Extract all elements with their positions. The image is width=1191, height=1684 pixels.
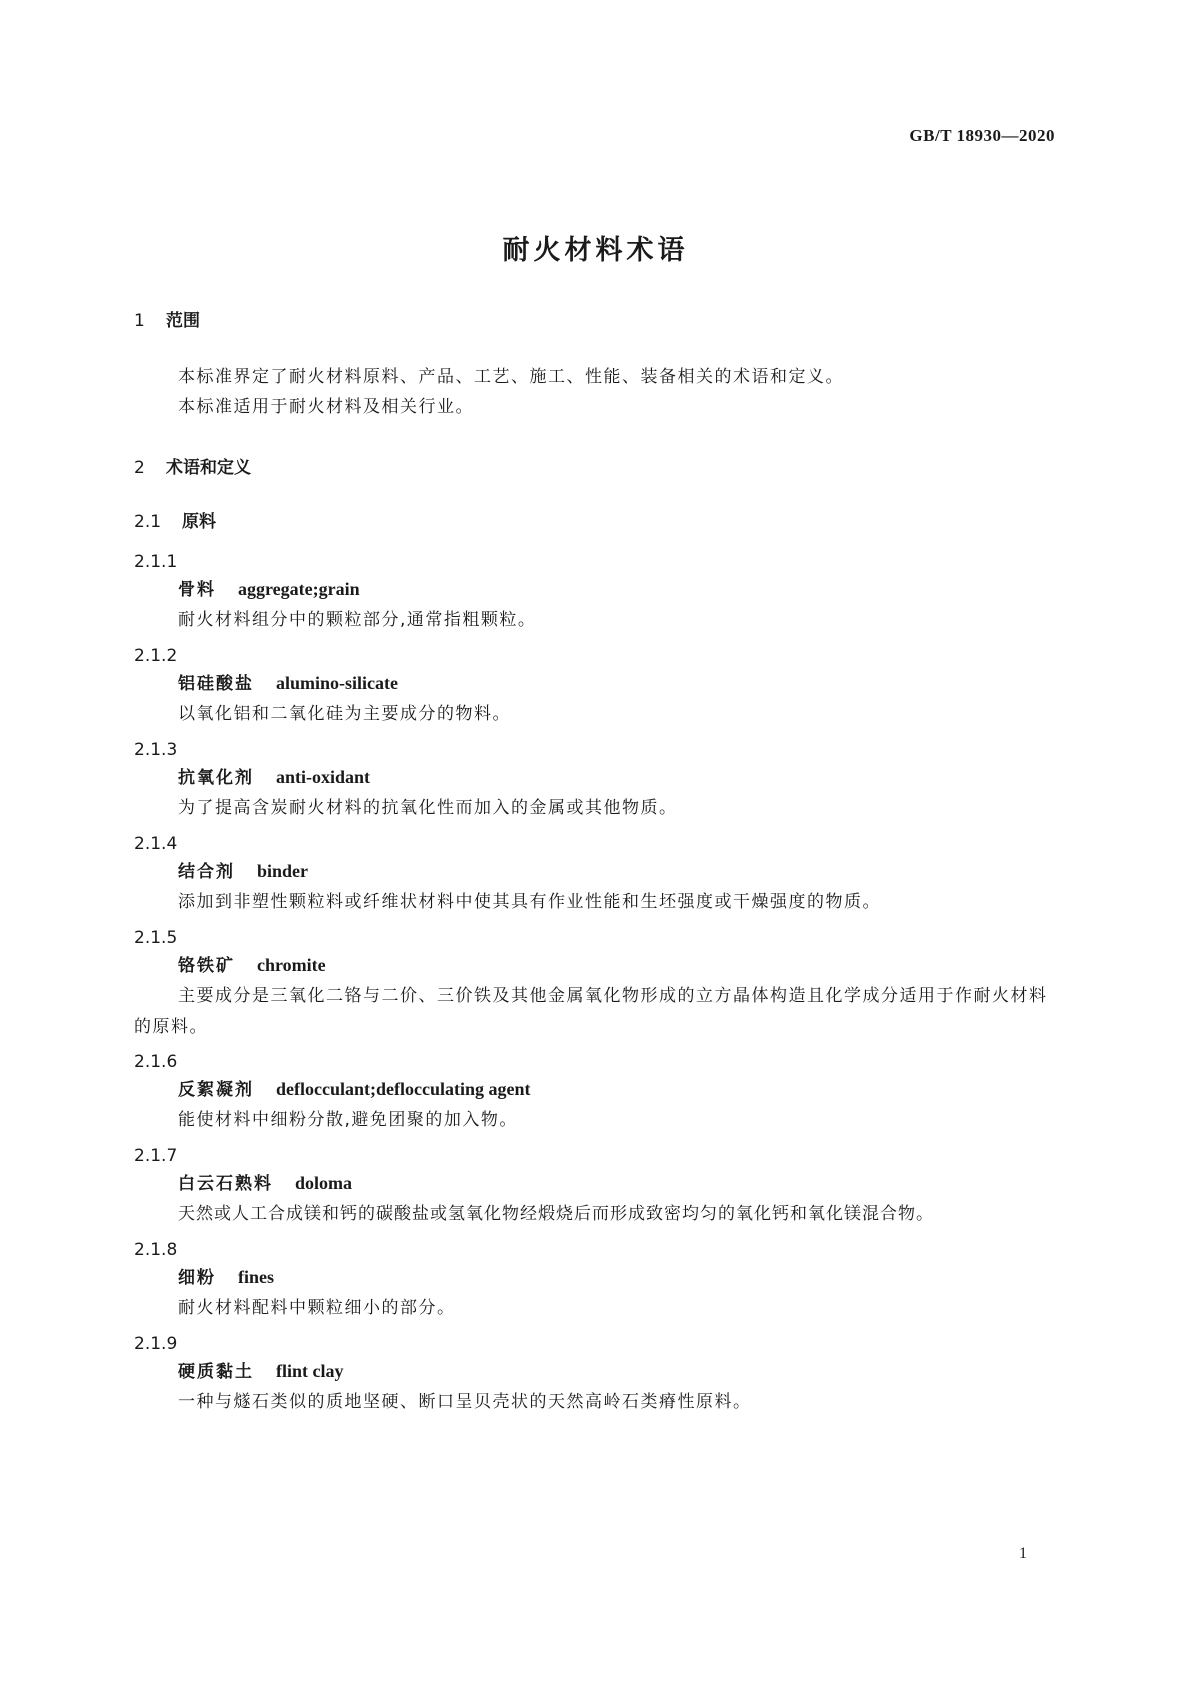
term-chinese: 铬铁矿 (178, 956, 235, 976)
term-english: fines (238, 1267, 274, 1287)
term-english: aggregate;grain (238, 579, 360, 599)
term-definition: 添加到非塑性颗粒料或纤维状材料中使其具有作业性能和生坯强度或干燥强度的物质。 (178, 892, 881, 912)
term-definition: 以氧化铝和二氧化硅为主要成分的物料。 (178, 704, 511, 724)
term-heading (134, 762, 1054, 793)
term-heading (134, 1356, 1054, 1387)
term-chinese: 硬质黏土 (178, 1362, 254, 1382)
term-chinese: 细粉 (178, 1268, 216, 1288)
term-chinese: 反絮凝剂 (178, 1080, 254, 1100)
term-english: doloma (295, 1173, 353, 1193)
term-entry (134, 832, 1054, 926)
term-chinese: 铝硅酸盐 (178, 674, 254, 694)
term-number: 2.1.1 (134, 552, 178, 572)
term-english: alumino-silicate (276, 673, 398, 693)
term-heading (134, 668, 1054, 699)
term-entry (134, 1332, 1054, 1426)
standard-code: GB/T 18930—2020 (909, 126, 1055, 145)
term-definition: 一种与燧石类似的质地坚硬、断口呈贝壳状的天然高岭石类瘠性原料。 (178, 1392, 752, 1412)
term-chinese: 抗氧化剂 (178, 768, 254, 788)
term-heading (134, 1074, 1054, 1105)
term-english: flint clay (276, 1361, 344, 1381)
term-entry (134, 1050, 1054, 1144)
term-entry (134, 550, 1054, 644)
subsection-title: 原料 (182, 512, 216, 532)
term-number: 2.1.4 (134, 834, 178, 854)
term-number: 2.1.7 (134, 1146, 178, 1166)
term-number: 2.1.3 (134, 740, 178, 760)
term-english: anti-oxidant (276, 767, 371, 787)
section-1-heading (134, 306, 1054, 331)
term-english: binder (257, 861, 309, 881)
term-entry (134, 1238, 1054, 1332)
term-number: 2.1.2 (134, 646, 178, 666)
term-definition: 主要成分是三氧化二铬与二价、三价铁及其他金属氧化物形成的立方晶体构造且化学成分适用于作耐火材料的原料。 (134, 986, 1048, 1037)
term-number: 2.1.8 (134, 1240, 178, 1260)
subsection-2-1 (134, 507, 1054, 532)
term-entry (134, 644, 1054, 738)
section-title: 术语和定义 (166, 458, 251, 478)
term-number: 2.1.9 (134, 1334, 178, 1354)
term-chinese: 白云石熟料 (178, 1174, 273, 1194)
section-title: 范围 (166, 311, 200, 331)
term-entry (134, 738, 1054, 832)
term-english: deflocculant;deflocculating agent (276, 1079, 531, 1099)
section-2-heading (134, 453, 1054, 478)
page-number: 1 (1019, 1545, 1027, 1562)
term-list (134, 550, 1054, 1426)
paragraph: 本标准界定了耐火材料原料、产品、工艺、施工、性能、装备相关的术语和定义。 (178, 367, 844, 387)
section-1 (134, 306, 1054, 331)
section-1-body (134, 362, 1054, 422)
term-heading (134, 1168, 1054, 1199)
term-entry (134, 1144, 1054, 1238)
term-english: chromite (257, 955, 326, 975)
term-definition: 耐火材料组分中的颗粒部分,通常指粗颗粒。 (178, 610, 537, 630)
section-number: 2 (134, 458, 145, 478)
term-definition: 能使材料中细粉分散,避免团聚的加入物。 (178, 1110, 518, 1130)
term-heading (134, 950, 1054, 981)
term-heading (134, 1262, 1054, 1293)
subsection-heading (134, 507, 1054, 532)
subsection-number: 2.1 (134, 512, 162, 532)
paragraph: 本标准适用于耐火材料及相关行业。 (178, 397, 474, 417)
term-entry (134, 926, 1054, 1050)
term-number: 2.1.6 (134, 1052, 178, 1072)
section-2 (134, 453, 1054, 478)
term-definition: 天然或人工合成镁和钙的碳酸盐或氢氧化物经煅烧后而形成致密均匀的氧化钙和氧化镁混合物。 (178, 1204, 934, 1224)
term-definition: 为了提高含炭耐火材料的抗氧化性而加入的金属或其他物质。 (178, 798, 678, 818)
section-number: 1 (134, 311, 145, 331)
term-heading (134, 574, 1054, 605)
term-chinese: 结合剂 (178, 862, 235, 882)
term-heading (134, 856, 1054, 887)
term-chinese: 骨料 (178, 580, 216, 600)
term-number: 2.1.5 (134, 928, 178, 948)
term-definition: 耐火材料配料中颗粒细小的部分。 (178, 1298, 456, 1318)
document-title: 耐火材料术语 (502, 235, 689, 266)
